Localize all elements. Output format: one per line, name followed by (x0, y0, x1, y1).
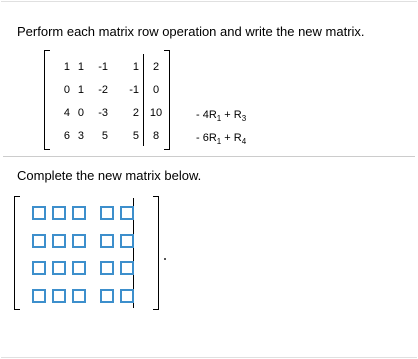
answer-input-box[interactable] (100, 234, 114, 248)
operation-plus: + R (221, 109, 242, 121)
operation-subscript: 1 (216, 114, 222, 124)
answer-input-box[interactable] (120, 289, 134, 303)
matrix-cell: -1 (129, 84, 139, 96)
answer-matrix (14, 196, 159, 310)
operation-coefficient: - 4R (196, 109, 217, 121)
matrix-cell: 2 (152, 61, 160, 73)
answer-input-box[interactable] (52, 289, 66, 303)
matrix-cell: -2 (98, 84, 108, 96)
answer-input-box[interactable] (72, 289, 86, 303)
answer-input-box[interactable] (120, 206, 134, 220)
answer-input-box[interactable] (52, 234, 66, 248)
answer-input-box[interactable] (120, 234, 134, 248)
answer-input-box[interactable] (72, 206, 86, 220)
matrix-cell: 0 (63, 84, 70, 96)
answer-left-bracket (14, 196, 20, 310)
operation-subscript: 3 (241, 114, 247, 124)
operation-plus: + R (221, 132, 242, 144)
complete-label: Complete the new matrix below. (17, 168, 202, 183)
matrix-cell: 8 (152, 130, 160, 142)
answer-input-box[interactable] (32, 261, 46, 275)
answer-input-box[interactable] (72, 234, 86, 248)
answer-input-box[interactable] (52, 261, 66, 275)
matrix-cell: 2 (132, 107, 139, 119)
matrix-cell: 6 (63, 130, 70, 142)
operation-subscript: 1 (216, 137, 222, 147)
answer-input-box[interactable] (32, 289, 46, 303)
matrix-cell: 3 (77, 130, 84, 142)
instruction-text: Perform each matrix row operation and write the new matrix. (17, 24, 365, 39)
answer-input-box[interactable] (52, 206, 66, 220)
matrix-cell: 4 (63, 107, 70, 119)
operation-coefficient: - 6R (196, 132, 217, 144)
matrix-cell: 1 (132, 61, 139, 73)
answer-right-bracket (153, 196, 159, 310)
section-divider (3, 156, 415, 157)
given-matrix (44, 50, 170, 150)
row-operation (196, 109, 246, 123)
matrix-cell: 1 (77, 61, 84, 73)
answer-input-box[interactable] (120, 261, 134, 275)
matrix-cell: 5 (101, 130, 108, 142)
matrix-cell: 0 (77, 107, 84, 119)
matrix-cell: -1 (98, 61, 108, 73)
matrix-cell: -3 (98, 107, 108, 119)
answer-input-box[interactable] (32, 234, 46, 248)
answer-input-box[interactable] (100, 261, 114, 275)
operation-subscript: 4 (241, 137, 247, 147)
matrix-cell: 10 (149, 107, 163, 119)
trailing-dot (164, 258, 166, 260)
matrix-cell: 1 (63, 61, 70, 73)
matrix-cell: 0 (152, 84, 160, 96)
row-operation (196, 132, 246, 146)
answer-input-box[interactable] (32, 206, 46, 220)
matrix-cell: 1 (77, 84, 84, 96)
answer-input-box[interactable] (100, 289, 114, 303)
answer-input-box[interactable] (100, 206, 114, 220)
matrix-cell: 5 (132, 130, 139, 142)
answer-input-box[interactable] (72, 261, 86, 275)
